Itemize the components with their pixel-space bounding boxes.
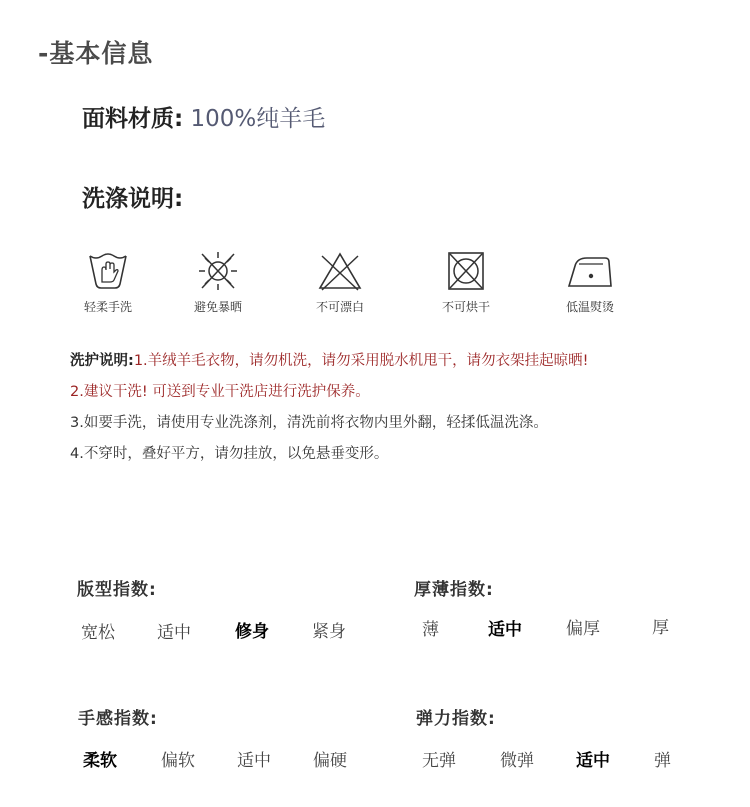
no-sun-icon: [196, 250, 240, 292]
care-label: 不可漂白: [315, 300, 364, 314]
hand-wash-icon: [86, 250, 130, 292]
elasticity-option: 微弹: [500, 751, 534, 771]
fit-index-title: 版型指数:: [77, 580, 157, 600]
elasticity-option-selected: 适中: [576, 751, 610, 771]
care-item-no-bleach: [290, 250, 390, 315]
note-line-2: 2.建议干洗! 可送到专业干洗店进行洗护保养。: [70, 384, 370, 400]
feel-option: 偏硬: [313, 751, 347, 771]
note-line-4: 4.不穿时，叠好平方，请勿挂放，以免悬垂变形。: [70, 446, 389, 462]
section-title: -基本信息: [38, 39, 154, 68]
care-item-hand-wash: [58, 250, 158, 315]
fit-option: 适中: [157, 623, 191, 643]
washing-title: 洗涤说明:: [82, 186, 184, 212]
fit-option: 紧身: [312, 622, 346, 642]
care-label: 不可烘干: [441, 300, 490, 314]
feel-option: 偏软: [161, 751, 195, 771]
thickness-index-title: 厚薄指数:: [414, 580, 494, 600]
elasticity-index-title: 弹力指数:: [416, 709, 496, 729]
care-item-no-sun: [168, 250, 268, 315]
fit-option-selected: 修身: [235, 622, 269, 642]
low-iron-icon: [565, 250, 615, 292]
thickness-option-selected: 适中: [488, 620, 522, 640]
care-notes: [70, 346, 588, 470]
care-label: 低温熨烫: [565, 300, 614, 314]
note-line-1: [70, 346, 588, 377]
thickness-option: 偏厚: [566, 619, 600, 639]
thickness-option: 厚: [652, 618, 669, 638]
feel-option-selected: 柔软: [83, 751, 117, 771]
material-label: 面料材质:: [82, 106, 184, 132]
care-item-no-tumble-dry: [416, 250, 516, 315]
care-item-low-iron: [540, 250, 640, 315]
thickness-option: 薄: [422, 620, 439, 640]
elasticity-option: 无弹: [422, 751, 456, 771]
notes-lead: 洗护说明:: [70, 353, 134, 369]
material-row: [82, 100, 325, 133]
note-text-1: 1.羊绒羊毛衣物，请勿机洗，请勿采用脱水机甩干，请勿衣架挂起晾晒!: [133, 353, 589, 369]
care-label: 轻柔手洗: [83, 300, 132, 314]
fit-option: 宽松: [81, 623, 115, 643]
material-value: 100%纯羊毛: [190, 106, 326, 132]
feel-index-title: 手感指数:: [78, 709, 158, 729]
no-tumble-dry-icon: [444, 250, 488, 292]
elasticity-option: 弹: [654, 751, 671, 771]
no-bleach-icon: [316, 250, 364, 292]
feel-option: 适中: [237, 751, 271, 771]
note-line-3: 3.如要手洗，请使用专业洗涤剂，清洗前将衣物内里外翻，轻揉低温洗涤。: [70, 415, 548, 431]
care-label: 避免暴晒: [193, 300, 242, 314]
